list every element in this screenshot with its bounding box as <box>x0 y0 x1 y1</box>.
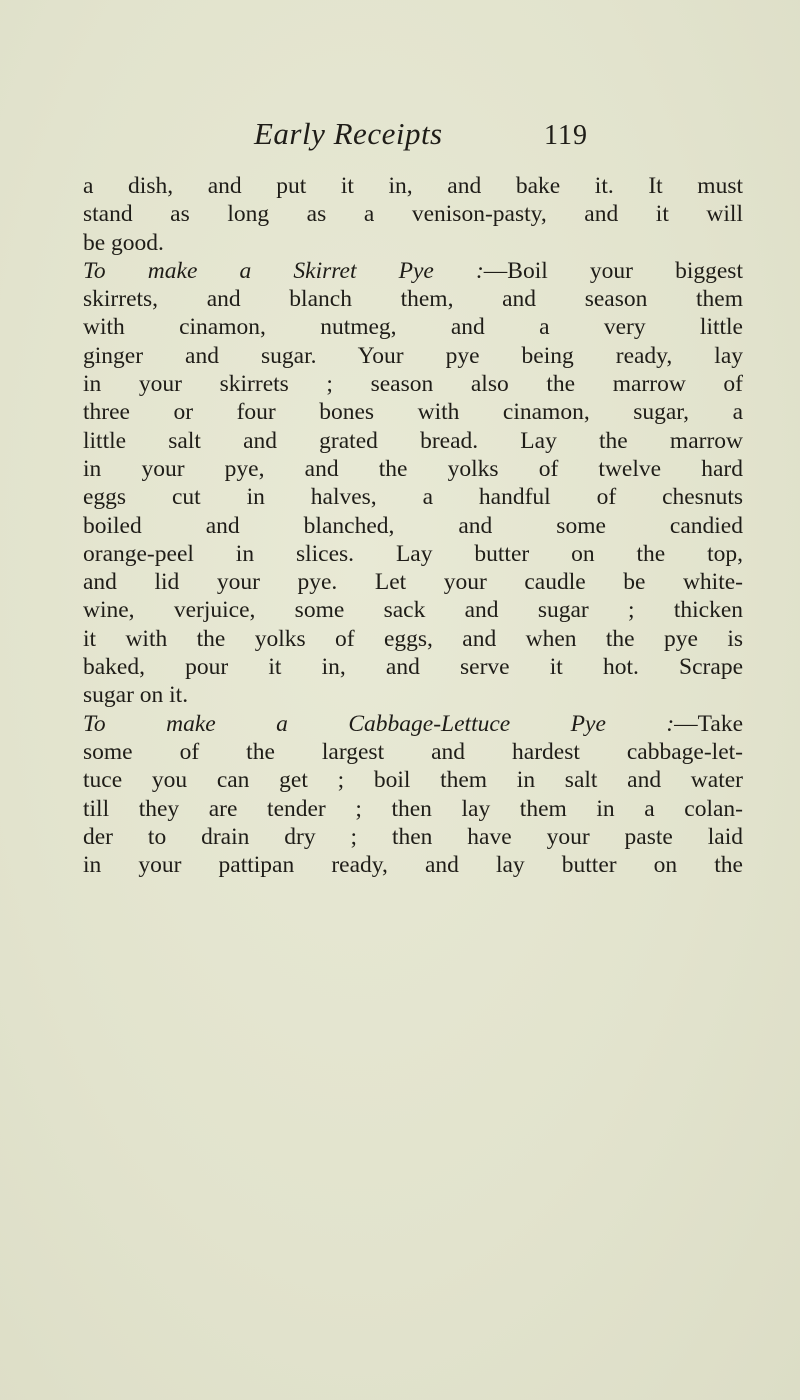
text-line: in your pye, and the yolks of twelve hard <box>83 455 743 482</box>
text-line: it with the yolks of eggs, and when the pye is <box>83 625 743 652</box>
text-line: eggs cut in halves, a handful of chesnuts <box>83 484 743 511</box>
text-line: sugar on it. <box>83 682 189 709</box>
text-line: little salt and grated bread. Lay the marrow <box>83 427 743 454</box>
text-line: boiled and blanched, and some candied <box>83 512 743 539</box>
page-number: 119 <box>544 120 588 151</box>
recipe-heading-line: To make a Skirret Pye :—Boil your biggest <box>83 257 743 284</box>
recipe-title: To make a Skirret Pye : <box>83 257 484 284</box>
text-line: with cinamon, nutmeg, and a very little <box>83 314 743 341</box>
text-line: be good. <box>83 229 164 256</box>
text-line: three or four bones with cinamon, sugar, a <box>83 399 743 426</box>
text-line: ginger and sugar. Your pye being ready, lay <box>83 342 743 369</box>
body-text <box>83 172 743 879</box>
text-line: and lid your pye. Let your caudle be white- <box>83 569 743 596</box>
text-line: stand as long as a venison-pasty, and it will <box>83 201 743 228</box>
text-line: till they are tender ; then lay them in a colan- <box>83 795 743 822</box>
text-line: skirrets, and blanch them, and season them <box>83 286 743 313</box>
recipe-title: To make a Cabbage-Lettuce Pye : <box>83 710 675 737</box>
text-line: orange-peel in slices. Lay butter on the top, <box>83 540 743 567</box>
text-line: der to drain dry ; then have your paste laid <box>83 823 743 850</box>
text-line: in your skirrets ; season also the marrow of <box>83 371 743 398</box>
text-line: some of the largest and hardest cabbage-let- <box>83 738 743 765</box>
page-header <box>0 116 800 160</box>
text-line: wine, verjuice, some sack and sugar ; thicken <box>83 597 743 624</box>
recipe-heading-line: To make a Cabbage-Lettuce Pye :—Take <box>83 710 743 737</box>
running-title: Early Receipts <box>254 116 443 151</box>
text-line: in your pattipan ready, and lay butter on the <box>83 852 743 879</box>
text-line: tuce you can get ; boil them in salt and water <box>83 767 743 794</box>
text-line: baked, pour it in, and serve it hot. Scrape <box>83 654 743 681</box>
text-line: a dish, and put it in, and bake it. It must <box>83 173 743 199</box>
